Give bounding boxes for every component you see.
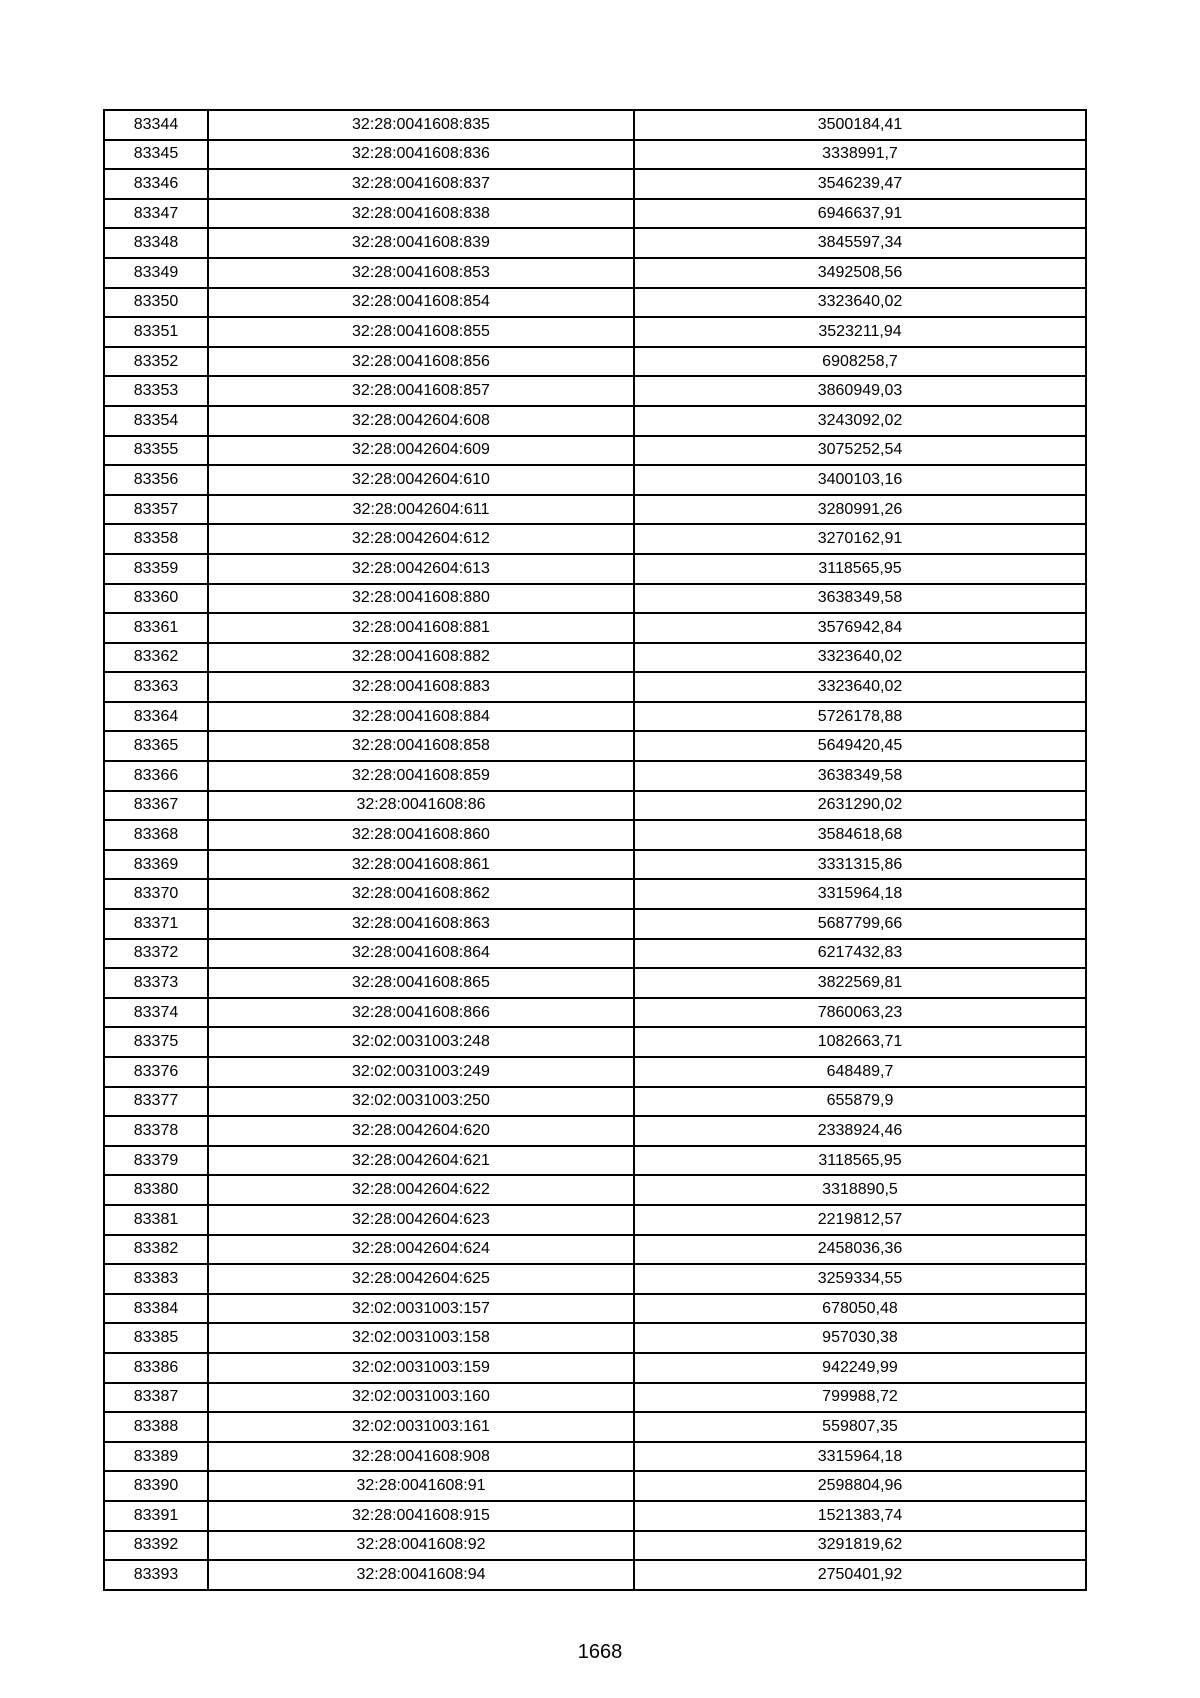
cadastral-value-cell: 648489,7 <box>634 1057 1086 1087</box>
table-row <box>104 347 1086 377</box>
row-number-cell: 83352 <box>104 347 208 377</box>
row-number-cell: 83385 <box>104 1323 208 1353</box>
row-number-cell: 83358 <box>104 524 208 554</box>
cadastral-value-cell: 3118565,95 <box>634 1146 1086 1176</box>
table-row <box>104 1116 1086 1146</box>
cadastral-number-cell: 32:28:0041608:855 <box>208 317 634 347</box>
row-number-cell: 83389 <box>104 1442 208 1472</box>
cadastral-value-cell: 799988,72 <box>634 1383 1086 1413</box>
table-row <box>104 1442 1086 1472</box>
row-number-cell: 83355 <box>104 436 208 466</box>
cadastral-value-cell: 3315964,18 <box>634 879 1086 909</box>
row-number-cell: 83359 <box>104 554 208 584</box>
row-number-cell: 83364 <box>104 702 208 732</box>
cadastral-number-cell: 32:28:0041608:864 <box>208 939 634 969</box>
table-row <box>104 1235 1086 1265</box>
cadastral-value-cell: 3075252,54 <box>634 436 1086 466</box>
cadastral-number-cell: 32:28:0042604:621 <box>208 1146 634 1176</box>
page-number: 1668 <box>577 1641 623 1663</box>
row-number-cell: 83367 <box>104 791 208 821</box>
row-number-cell: 83346 <box>104 169 208 199</box>
cadastral-number-cell: 32:28:0041608:881 <box>208 613 634 643</box>
cadastral-value-cell: 2631290,02 <box>634 791 1086 821</box>
cadastral-number-cell: 32:28:0042604:620 <box>208 1116 634 1146</box>
table-row <box>104 939 1086 969</box>
table-row <box>104 791 1086 821</box>
cadastral-value-cell: 6908258,7 <box>634 347 1086 377</box>
cadastral-number-cell: 32:28:0041608:838 <box>208 199 634 229</box>
cadastral-value-cell: 3270162,91 <box>634 524 1086 554</box>
cadastral-number-cell: 32:28:0041608:835 <box>208 110 634 140</box>
cadastral-value-cell: 3259334,55 <box>634 1264 1086 1294</box>
row-number-cell: 83345 <box>104 140 208 170</box>
cadastral-value-cell: 2458036,36 <box>634 1235 1086 1265</box>
table-row <box>104 169 1086 199</box>
row-number-cell: 83391 <box>104 1501 208 1531</box>
table-body <box>104 110 1086 1590</box>
row-number-cell: 83347 <box>104 199 208 229</box>
cadastral-number-cell: 32:28:0042604:610 <box>208 465 634 495</box>
cadastral-number-cell: 32:28:0041608:839 <box>208 228 634 258</box>
cadastral-number-cell: 32:28:0041608:854 <box>208 288 634 318</box>
row-number-cell: 83353 <box>104 376 208 406</box>
cadastral-number-cell: 32:28:0042604:613 <box>208 554 634 584</box>
row-number-cell: 83363 <box>104 672 208 702</box>
cadastral-value-cell: 3500184,41 <box>634 110 1086 140</box>
table-row <box>104 199 1086 229</box>
row-number-cell: 83381 <box>104 1205 208 1235</box>
row-number-cell: 83380 <box>104 1175 208 1205</box>
cadastral-value-cell: 678050,48 <box>634 1294 1086 1324</box>
cadastral-number-cell: 32:28:0041608:861 <box>208 850 634 880</box>
cadastral-value-cell: 3546239,47 <box>634 169 1086 199</box>
table-row <box>104 909 1086 939</box>
cadastral-value-cell: 3323640,02 <box>634 643 1086 673</box>
cadastral-number-cell: 32:28:0041608:862 <box>208 879 634 909</box>
row-number-cell: 83365 <box>104 731 208 761</box>
cadastral-value-cell: 2338924,46 <box>634 1116 1086 1146</box>
table-row <box>104 436 1086 466</box>
row-number-cell: 83374 <box>104 998 208 1028</box>
table-row <box>104 1353 1086 1383</box>
cadastral-number-cell: 32:28:0041608:91 <box>208 1471 634 1501</box>
row-number-cell: 83375 <box>104 1027 208 1057</box>
table-row <box>104 288 1086 318</box>
cadastral-number-cell: 32:28:0041608:857 <box>208 376 634 406</box>
cadastral-number-cell: 32:28:0041608:866 <box>208 998 634 1028</box>
table-row <box>104 1087 1086 1117</box>
row-number-cell: 83384 <box>104 1294 208 1324</box>
cadastral-value-cell: 3118565,95 <box>634 554 1086 584</box>
cadastral-number-cell: 32:28:0041608:863 <box>208 909 634 939</box>
table-row <box>104 1560 1086 1590</box>
row-number-cell: 83370 <box>104 879 208 909</box>
cadastral-value-cell: 5649420,45 <box>634 731 1086 761</box>
cadastral-value-table <box>103 109 1087 1591</box>
cadastral-number-cell: 32:02:0031003:159 <box>208 1353 634 1383</box>
cadastral-value-cell: 559807,35 <box>634 1412 1086 1442</box>
cadastral-number-cell: 32:28:0042604:625 <box>208 1264 634 1294</box>
table-row <box>104 1027 1086 1057</box>
cadastral-value-cell: 1521383,74 <box>634 1501 1086 1531</box>
table-row <box>104 1175 1086 1205</box>
cadastral-value-cell: 3338991,7 <box>634 140 1086 170</box>
cadastral-number-cell: 32:28:0042604:608 <box>208 406 634 436</box>
table-row <box>104 1531 1086 1561</box>
cadastral-number-cell: 32:28:0042604:611 <box>208 495 634 525</box>
cadastral-number-cell: 32:28:0041608:858 <box>208 731 634 761</box>
cadastral-value-cell: 3323640,02 <box>634 672 1086 702</box>
table-row <box>104 495 1086 525</box>
row-number-cell: 83383 <box>104 1264 208 1294</box>
cadastral-number-cell: 32:02:0031003:161 <box>208 1412 634 1442</box>
table-row <box>104 1294 1086 1324</box>
table-row <box>104 820 1086 850</box>
row-number-cell: 83362 <box>104 643 208 673</box>
table-row <box>104 850 1086 880</box>
table-row <box>104 228 1086 258</box>
cadastral-value-cell: 3331315,86 <box>634 850 1086 880</box>
table-row <box>104 731 1086 761</box>
row-number-cell: 83356 <box>104 465 208 495</box>
cadastral-value-cell: 5687799,66 <box>634 909 1086 939</box>
cadastral-value-cell: 2598804,96 <box>634 1471 1086 1501</box>
table-row <box>104 1323 1086 1353</box>
cadastral-value-cell: 5726178,88 <box>634 702 1086 732</box>
cadastral-value-cell: 7860063,23 <box>634 998 1086 1028</box>
cadastral-number-cell: 32:28:0041608:837 <box>208 169 634 199</box>
row-number-cell: 83388 <box>104 1412 208 1442</box>
cadastral-value-cell: 2219812,57 <box>634 1205 1086 1235</box>
row-number-cell: 83368 <box>104 820 208 850</box>
cadastral-number-cell: 32:28:0041608:92 <box>208 1531 634 1561</box>
cadastral-value-cell: 655879,9 <box>634 1087 1086 1117</box>
cadastral-number-cell: 32:02:0031003:250 <box>208 1087 634 1117</box>
cadastral-value-cell: 1082663,71 <box>634 1027 1086 1057</box>
row-number-cell: 83371 <box>104 909 208 939</box>
row-number-cell: 83360 <box>104 584 208 614</box>
table-row <box>104 406 1086 436</box>
table-row <box>104 376 1086 406</box>
cadastral-number-cell: 32:02:0031003:249 <box>208 1057 634 1087</box>
table-row <box>104 317 1086 347</box>
cadastral-number-cell: 32:28:0041608:882 <box>208 643 634 673</box>
cadastral-value-cell: 942249,99 <box>634 1353 1086 1383</box>
cadastral-number-cell: 32:28:0042604:612 <box>208 524 634 554</box>
row-number-cell: 83361 <box>104 613 208 643</box>
table-row <box>104 1146 1086 1176</box>
cadastral-number-cell: 32:28:0042604:623 <box>208 1205 634 1235</box>
table-row <box>104 258 1086 288</box>
cadastral-number-cell: 32:28:0041608:880 <box>208 584 634 614</box>
cadastral-number-cell: 32:02:0031003:160 <box>208 1383 634 1413</box>
row-number-cell: 83392 <box>104 1531 208 1561</box>
cadastral-value-cell: 3492508,56 <box>634 258 1086 288</box>
cadastral-number-cell: 32:28:0041608:853 <box>208 258 634 288</box>
table-row <box>104 110 1086 140</box>
row-number-cell: 83379 <box>104 1146 208 1176</box>
cadastral-number-cell: 32:28:0041608:86 <box>208 791 634 821</box>
cadastral-number-cell: 32:02:0031003:157 <box>208 1294 634 1324</box>
table-row <box>104 1471 1086 1501</box>
row-number-cell: 83390 <box>104 1471 208 1501</box>
row-number-cell: 83354 <box>104 406 208 436</box>
row-number-cell: 83377 <box>104 1087 208 1117</box>
cadastral-value-cell: 3584618,68 <box>634 820 1086 850</box>
row-number-cell: 83369 <box>104 850 208 880</box>
cadastral-number-cell: 32:28:0041608:915 <box>208 1501 634 1531</box>
row-number-cell: 83350 <box>104 288 208 318</box>
row-number-cell: 83372 <box>104 939 208 969</box>
row-number-cell: 83357 <box>104 495 208 525</box>
row-number-cell: 83387 <box>104 1383 208 1413</box>
row-number-cell: 83366 <box>104 761 208 791</box>
cadastral-value-cell: 3318890,5 <box>634 1175 1086 1205</box>
table-row <box>104 672 1086 702</box>
row-number-cell: 83393 <box>104 1560 208 1590</box>
cadastral-value-cell: 3845597,34 <box>634 228 1086 258</box>
cadastral-value-cell: 3280991,26 <box>634 495 1086 525</box>
cadastral-value-cell: 3523211,94 <box>634 317 1086 347</box>
table-row <box>104 1264 1086 1294</box>
table-row <box>104 1412 1086 1442</box>
cadastral-number-cell: 32:28:0041608:908 <box>208 1442 634 1472</box>
cadastral-number-cell: 32:28:0041608:859 <box>208 761 634 791</box>
cadastral-number-cell: 32:02:0031003:248 <box>208 1027 634 1057</box>
cadastral-number-cell: 32:28:0041608:836 <box>208 140 634 170</box>
table-row <box>104 554 1086 584</box>
table-row <box>104 1501 1086 1531</box>
cadastral-number-cell: 32:28:0042604:624 <box>208 1235 634 1265</box>
cadastral-number-cell: 32:28:0041608:865 <box>208 968 634 998</box>
row-number-cell: 83378 <box>104 1116 208 1146</box>
cadastral-value-cell: 2750401,92 <box>634 1560 1086 1590</box>
cadastral-number-cell: 32:28:0041608:860 <box>208 820 634 850</box>
cadastral-value-cell: 3291819,62 <box>634 1531 1086 1561</box>
table-row <box>104 465 1086 495</box>
row-number-cell: 83382 <box>104 1235 208 1265</box>
cadastral-number-cell: 32:28:0041608:856 <box>208 347 634 377</box>
table-row <box>104 643 1086 673</box>
table-row <box>104 613 1086 643</box>
table-row <box>104 524 1086 554</box>
row-number-cell: 83351 <box>104 317 208 347</box>
table-row <box>104 1205 1086 1235</box>
table-row <box>104 584 1086 614</box>
table-row <box>104 1057 1086 1087</box>
row-number-cell: 83349 <box>104 258 208 288</box>
cadastral-value-cell: 3323640,02 <box>634 288 1086 318</box>
row-number-cell: 83373 <box>104 968 208 998</box>
table-row <box>104 702 1086 732</box>
cadastral-value-cell: 3822569,81 <box>634 968 1086 998</box>
cadastral-value-cell: 3576942,84 <box>634 613 1086 643</box>
cadastral-value-cell: 3243092,02 <box>634 406 1086 436</box>
table-row <box>104 1383 1086 1413</box>
cadastral-value-cell: 3860949,03 <box>634 376 1086 406</box>
cadastral-value-cell: 3315964,18 <box>634 1442 1086 1472</box>
cadastral-number-cell: 32:28:0042604:622 <box>208 1175 634 1205</box>
cadastral-value-cell: 3400103,16 <box>634 465 1086 495</box>
cadastral-number-cell: 32:28:0041608:884 <box>208 702 634 732</box>
table-row <box>104 879 1086 909</box>
cadastral-value-cell: 3638349,58 <box>634 584 1086 614</box>
table-row <box>104 140 1086 170</box>
row-number-cell: 83344 <box>104 110 208 140</box>
table-row <box>104 968 1086 998</box>
cadastral-number-cell: 32:28:0041608:94 <box>208 1560 634 1590</box>
cadastral-number-cell: 32:28:0042604:609 <box>208 436 634 466</box>
cadastral-value-cell: 6946637,91 <box>634 199 1086 229</box>
cadastral-value-cell: 957030,38 <box>634 1323 1086 1353</box>
cadastral-value-cell: 3638349,58 <box>634 761 1086 791</box>
table-row <box>104 761 1086 791</box>
cadastral-number-cell: 32:28:0041608:883 <box>208 672 634 702</box>
table-row <box>104 998 1086 1028</box>
row-number-cell: 83348 <box>104 228 208 258</box>
row-number-cell: 83376 <box>104 1057 208 1087</box>
row-number-cell: 83386 <box>104 1353 208 1383</box>
cadastral-number-cell: 32:02:0031003:158 <box>208 1323 634 1353</box>
cadastral-value-cell: 6217432,83 <box>634 939 1086 969</box>
